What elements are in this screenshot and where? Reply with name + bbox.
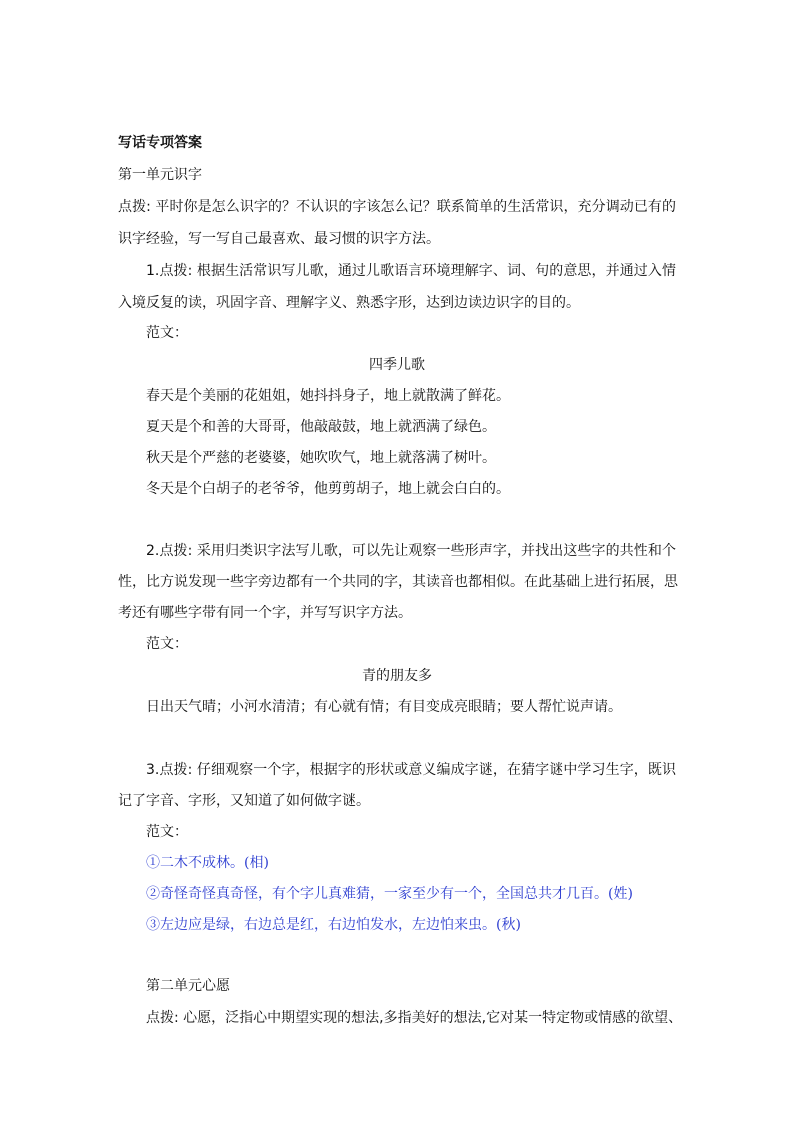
item2-tip-line1: 2.点拨: 采用归类识字法写儿歌，可以先让观察一些形声字，并找出这些字的共性和个 <box>146 543 676 559</box>
document-title: 写话专项答案 <box>118 135 202 151</box>
item2-tip-line2: 性，比方说发现一些字旁边都有一个共同的字，其读音也都相似。在此基础上进行拓展，思 <box>118 574 678 590</box>
item1-poem-line: 夏天是个和善的大哥哥，他敲敲鼓，地上就洒满了绿色。 <box>146 419 496 435</box>
item2-poem-line: 日出天气晴；小河水清清；有心就有情；有目变成亮眼睛；要人帮忙说声请。 <box>146 699 622 715</box>
unit2-intro-line1: 点拨: 心愿，泛指心中期望实现的想法,多指美好的想法,它对某一特定物或情感的欲望、 <box>146 1010 683 1026</box>
item3-sample-label: 范文： <box>146 824 188 840</box>
riddle-line: ①二木不成林。(相) <box>146 855 269 871</box>
unit1-intro-line2: 识字经验，写一写自己最喜欢、最习惯的识字方法。 <box>118 231 440 247</box>
unit1-intro-line1: 点拨: 平时你是怎么识字的？不认识的字该怎么记？联系简单的生活常识，充分调动已有的 <box>118 199 676 215</box>
item2-poem-title: 青的朋友多 <box>362 668 432 684</box>
item1-tip-line1: 1.点拨: 根据生活常识写儿歌，通过儿歌语言环境理解字、词、句的意思，并通过入情 <box>146 263 676 279</box>
item1-tip-line2: 入境反复的读，巩固字音、理解字义、熟悉字形，达到边读边识字的目的。 <box>118 295 580 311</box>
item3-tip-line2: 记了字音、字形，又知道了如何做字谜。 <box>118 793 370 809</box>
riddle-line: ③左边应是绿，右边总是红，右边怕发水，左边怕来虫。(秋) <box>146 917 521 933</box>
riddle-line: ②奇怪奇怪真奇怪，有个字儿真难猜，一家至少有一个，全国总共才几百。(姓) <box>146 886 633 902</box>
item1-poem-title: 四季儿歌 <box>369 357 425 373</box>
unit1-heading: 第一单元识字 <box>118 167 202 183</box>
item2-tip-line3: 考还有哪些字带有同一个字，并写写识字方法。 <box>118 605 412 621</box>
item2-sample-label: 范文： <box>146 636 188 652</box>
unit2-heading: 第二单元心愿 <box>146 978 230 994</box>
item1-poem-line: 秋天是个严慈的老婆婆，她吹吹气，地上就落满了树叶。 <box>146 450 496 466</box>
item3-tip-line1: 3.点拨: 仔细观察一个字，根据字的形状或意义编成字谜，在猜字谜中学习生字，既识 <box>146 762 676 778</box>
item1-poem-line: 春天是个美丽的花姐姐，她抖抖身子，地上就散满了鲜花。 <box>146 388 510 404</box>
item1-sample-label: 范文： <box>146 325 188 341</box>
item1-poem-line: 冬天是个白胡子的老爷爷，他剪剪胡子，地上就会白白的。 <box>146 481 510 497</box>
